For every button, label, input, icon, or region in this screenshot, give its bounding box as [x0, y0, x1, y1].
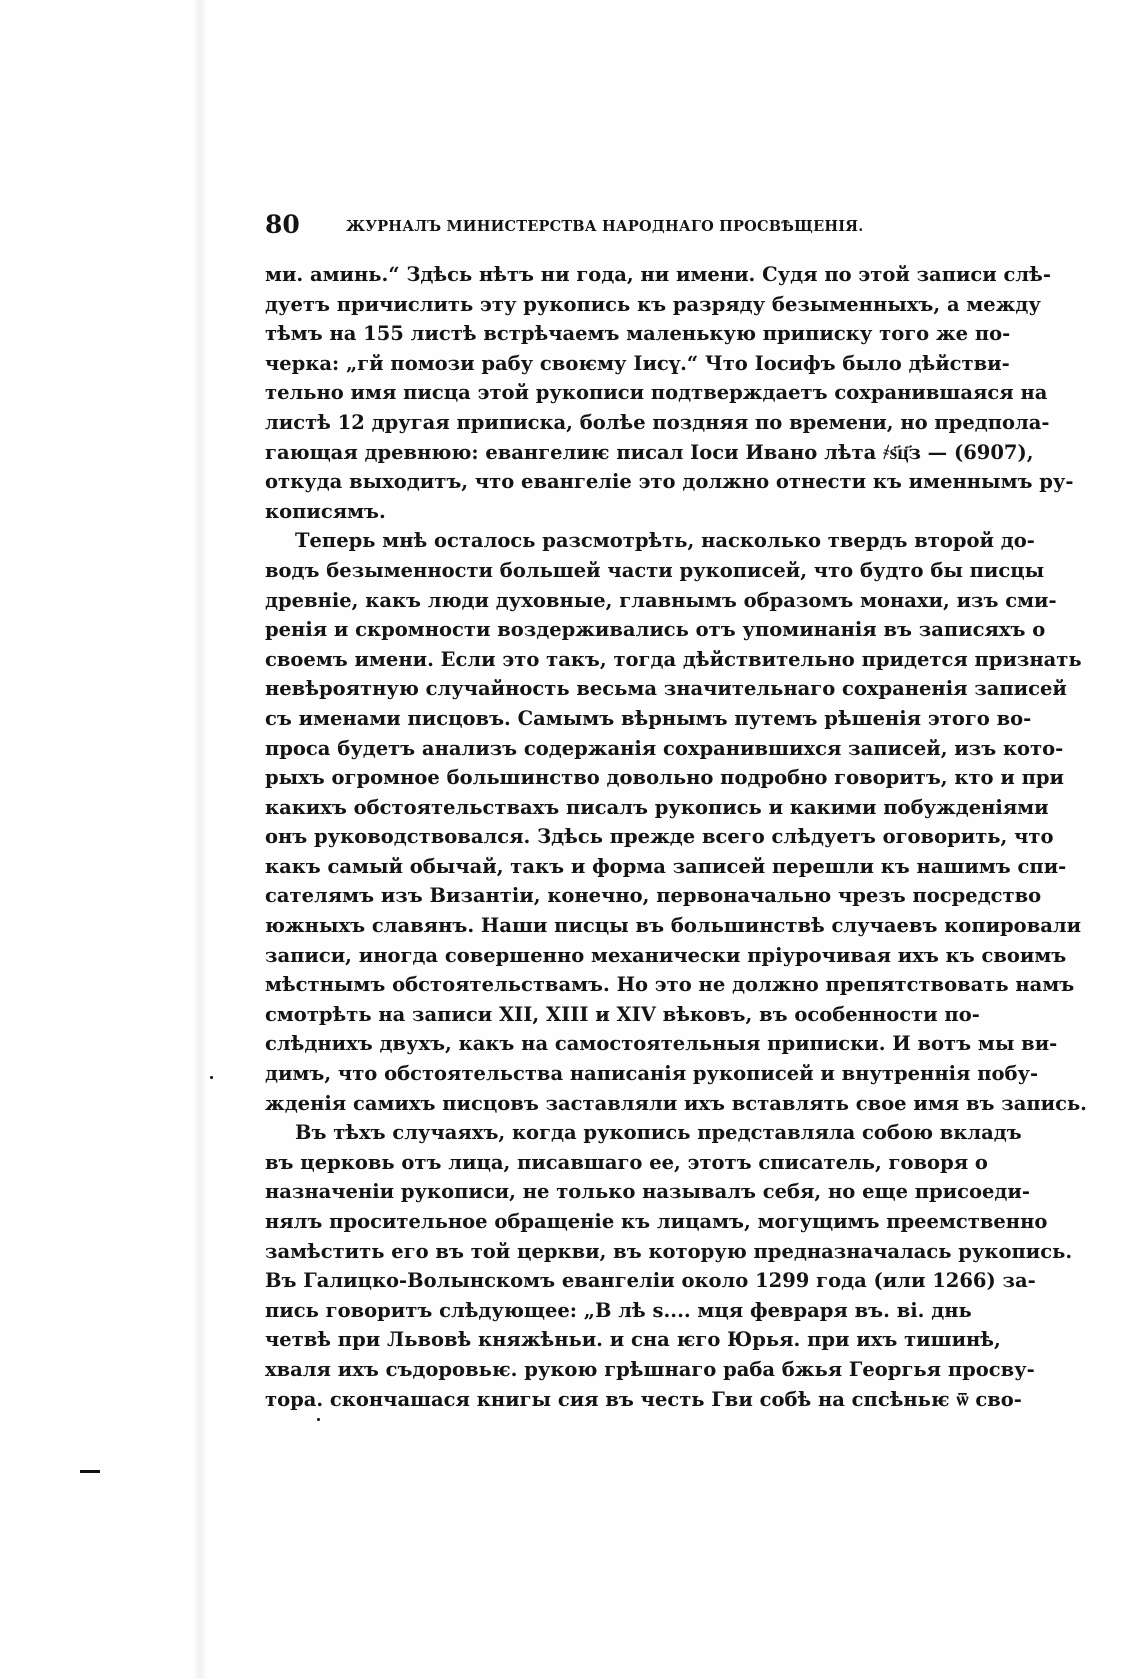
body-text — [265, 260, 1087, 1414]
text-line: Въ Галицко-Волынскомъ евангеліи около 1299 года (или 1266) за- — [265, 1269, 1036, 1293]
text-line: смотрѣть на записи XII, XIII и XIV вѣковъ, въ особенности по- — [265, 1002, 980, 1026]
text-line: ренія и скромности воздерживались отъ упоминанія въ записяхъ о — [265, 618, 1046, 642]
margin-dot-mark — [210, 1076, 213, 1079]
page-number: 80 — [265, 210, 300, 239]
text-line: нялъ просительное обращеніе къ лицамъ, могущимъ преемственно — [265, 1210, 1048, 1233]
running-head: ЖУРНАЛЪ МИНИСТЕРСТВА НАРОДНАГО ПРОСВѢЩЕНІЯ. — [346, 218, 864, 235]
text-line: съ именами писцовъ. Самымъ вѣрнымъ путемъ рѣшенія этого во- — [265, 706, 1032, 730]
text-line: откуда выходитъ, что евангеліе это должно отнести къ именнымъ ру- — [265, 470, 1074, 494]
text-line: листѣ 12 другая приписка, болѣе поздняя по времени, но предпола- — [265, 410, 1050, 434]
text-line: пись говоритъ слѣдующее: „В лѣ ѕ.... мця февраря въ. ві. днь — [265, 1298, 972, 1322]
text-line: гающая древнюю: евангелиѥ писал Іоси Ивано лѣта ҂ѕ҃ц҃з — (6907), — [265, 440, 1034, 464]
text-line: черка: „гй помози рабу своѥму Іисү.“ Что Іосифъ было дѣйстви- — [265, 351, 1010, 375]
text-line: хваля ихъ съдоровьѥ. рукою грѣшнаго раба бжья Георгья просву- — [265, 1357, 1035, 1381]
page-header — [265, 210, 925, 244]
text-line: тельно имя писца этой рукописи подтверждаетъ сохранившаяся на — [265, 381, 1048, 405]
margin-dash-mark — [80, 1470, 100, 1473]
text-line: тора. скончашася книгы сия въ честь Гви собѣ на спсѣньѥ ѿ сво- — [265, 1387, 1022, 1411]
text-line: сателямъ изъ Византіи, конечно, первоначально чрезъ посредство — [265, 884, 1042, 908]
text-line: мѣстнымъ обстоятельствамъ. Но это не должно препятствовать намъ — [265, 973, 1075, 997]
text-line: южныхъ славянъ. Наши писцы въ большинствѣ случаевъ копировали — [265, 914, 1082, 938]
page-fold-shadow — [195, 0, 205, 1679]
text-line: рыхъ огромное большинство довольно подробно говоритъ, кто и при — [265, 766, 1064, 790]
text-line: димъ, что обстоятельства написанія рукописей и внутреннія побу- — [265, 1062, 1039, 1086]
text-line: онъ руководствовался. Здѣсь прежде всего слѣдуетъ оговорить, что — [265, 825, 1054, 849]
text-line: слѣднихъ двухъ, какъ на самостоятельныя приписки. И вотъ мы ви- — [265, 1032, 1058, 1056]
text-line: замѣстить его въ той церкви, въ которую предназначалась рукопись. — [265, 1239, 1073, 1263]
margin-dot-mark — [317, 1418, 320, 1421]
text-line: назначеніи рукописи, не только называлъ себя, но еще присоеди- — [265, 1180, 1030, 1204]
text-line: Теперь мнѣ осталось разсмотрѣть, насколько твердъ второй до- — [295, 529, 1035, 553]
text-line: Въ тѣхъ случаяхъ, когда рукопись представляла собою вкладъ — [295, 1121, 1022, 1145]
text-line: проса будетъ анализъ содержанія сохранившихся записей, изъ кото- — [265, 736, 1064, 760]
text-line: древніе, какъ люди духовные, главнымъ образомъ монахи, изъ сми- — [265, 588, 1057, 612]
text-line: своемъ имени. Если это такъ, тогда дѣйствительно придется признать — [265, 647, 1082, 671]
text-line: водъ безыменности большей части рукописей, что будто бы писцы — [265, 558, 1045, 582]
text-line: кописямъ. — [265, 499, 386, 523]
text-line: четвѣ при Львовѣ княжѣньи. и сна ѥго Юрья. при ихъ тишинѣ, — [265, 1328, 1001, 1352]
text-line: дуетъ причислить эту рукопись къ разряду безыменныхъ, а между — [265, 292, 1041, 316]
text-line: какъ самый обычай, такъ и форма записей перешли къ нашимъ спи- — [265, 854, 1067, 878]
text-line: какихъ обстоятельствахъ писалъ рукопись и какими побужденіями — [265, 795, 1049, 819]
text-line: невѣроятную случайность весьма значительнаго сохраненія записей — [265, 677, 1067, 701]
text-line: тѣмъ на 155 листѣ встрѣчаемъ маленькую приписку того же по- — [265, 322, 1011, 346]
text-line: жденія самихъ писцовъ заставляли ихъ вставлять свое имя въ запись. — [265, 1091, 1087, 1115]
text-line: ми. аминь.“ Здѣсь нѣтъ ни года, ни имени. Судя по этой записи слѣ- — [265, 263, 1051, 286]
text-line: записи, иногда совершенно механически пріурочивая ихъ къ своимъ — [265, 943, 1067, 967]
text-line: въ церковь отъ лица, писавшаго ее, этотъ списатель, говоря о — [265, 1150, 988, 1174]
